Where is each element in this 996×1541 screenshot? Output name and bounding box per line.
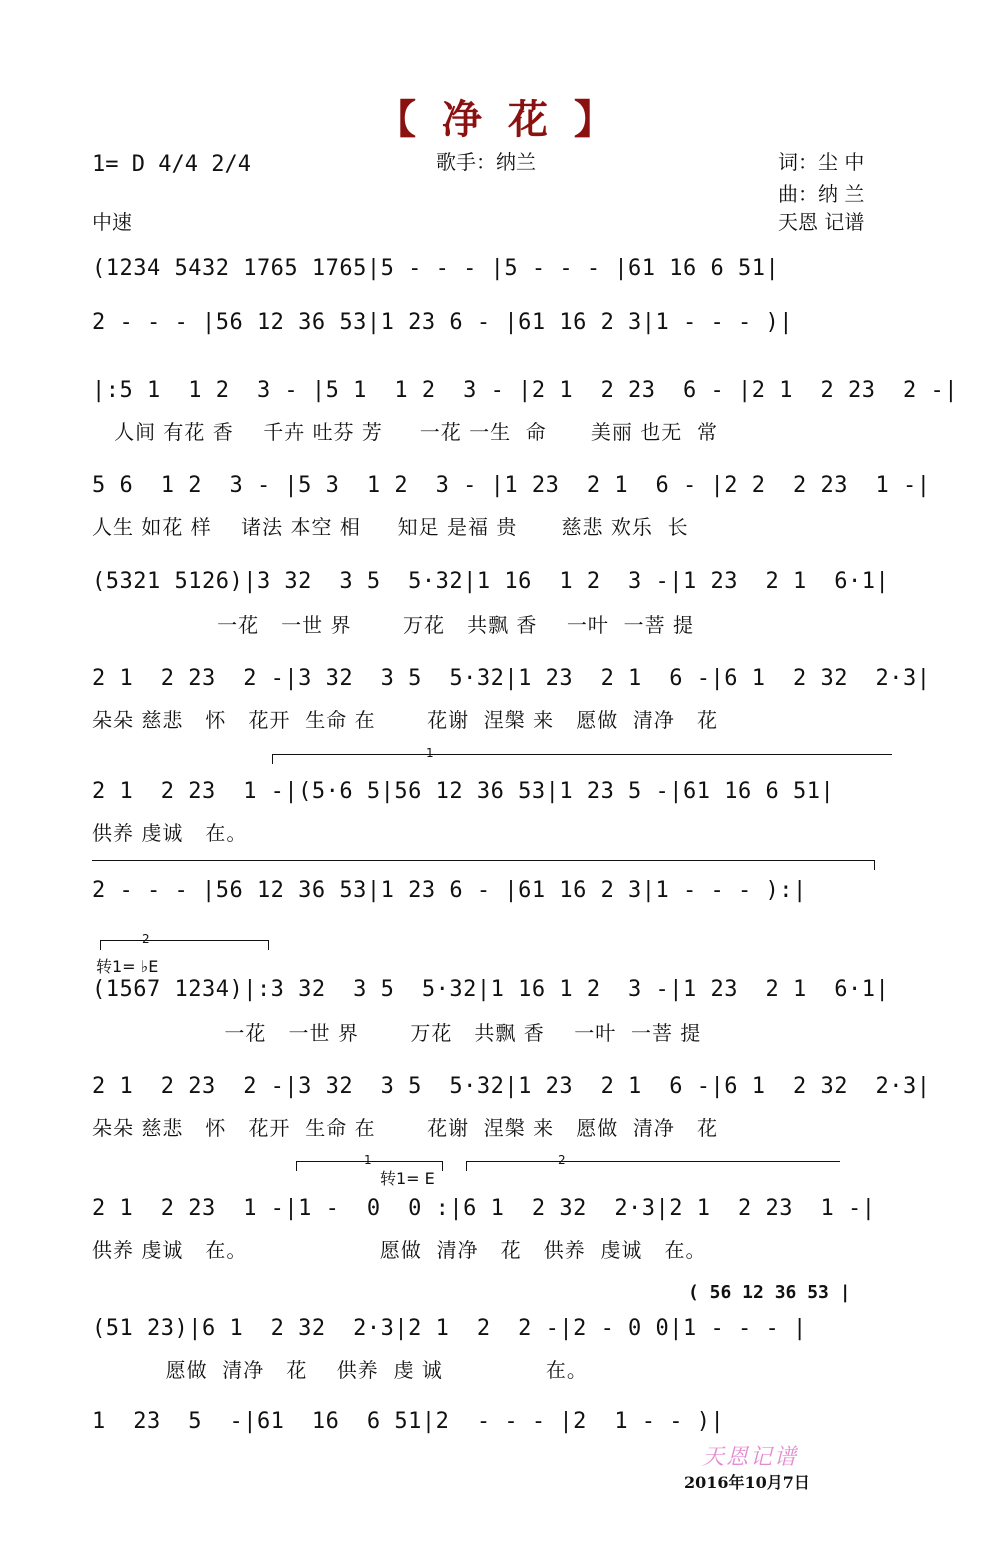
notes-line-12: (51 23)|6 1 2 32 2·3|2 1 2 2 -|2 - 0 0|1 - - - | bbox=[92, 1316, 807, 1341]
notes-line-8: 2 - - - |56 12 36 53|1 23 6 - |61 16 2 3|1 - - - ):| bbox=[92, 878, 807, 903]
notes-line-4: 5 6 1 2 3 - |5 3 1 2 3 - |1 23 2 1 6 - |2 2 2 23 1 -| bbox=[92, 473, 931, 498]
notes-line-6: 2 1 2 23 2 -|3 32 3 5 5·32|1 23 2 1 6 -|6 1 2 32 2·3| bbox=[92, 666, 931, 691]
lyrics-line-5: 一花 一世 界 万花 共飘 香 一叶 一菩 提 bbox=[92, 613, 694, 637]
key-signature: 1= D 4/4 2/4 bbox=[92, 152, 251, 177]
alt-notes-small: ( 56 12 36 53 | bbox=[688, 1282, 851, 1303]
notes-line-5: (5321 5126)|3 32 3 5 5·32|1 16 1 2 3 -|1 23 2 1 6·1| bbox=[92, 569, 890, 594]
notes-line-7: 2 1 2 23 1 -|(5·6 5|56 12 36 53|1 23 5 -|61 16 6 51| bbox=[92, 779, 835, 804]
notes-line-13: 1 23 5 -|61 16 6 51|2 - - - |2 1 - - )| bbox=[92, 1409, 725, 1434]
song-title: 【 净 花 】 bbox=[376, 97, 620, 143]
singer-label: 歌手：纳兰 bbox=[436, 150, 536, 174]
notes-line-2: 2 - - - |56 12 36 53|1 23 6 - |61 16 2 3|1 - - - )| bbox=[92, 310, 794, 335]
modulation-label-1: 转1= ♭E bbox=[96, 957, 159, 976]
lyrics-line-7: 供养 虔诚 在。 bbox=[92, 821, 248, 845]
volta-bracket-1-end bbox=[874, 860, 875, 870]
ending-number-1: 1 bbox=[364, 1153, 372, 1167]
lyrics-line-9: 一花 一世 界 万花 共飘 香 一叶 一菩 提 bbox=[92, 1021, 702, 1045]
composer-label: 曲：纳 兰 bbox=[778, 182, 865, 206]
ending-number-2: 2 bbox=[558, 1153, 566, 1167]
modulation-label-2: 转1= E bbox=[380, 1169, 435, 1188]
lyrics-line-4: 人生 如花 样 诸法 本空 相 知足 是福 贵 慈悲 欢乐 长 bbox=[92, 515, 689, 539]
volta-number-2: 2 bbox=[142, 932, 150, 946]
lyricist-label: 词：尘 中 bbox=[778, 150, 865, 174]
ending-bracket-1-end bbox=[442, 1161, 443, 1171]
notes-line-3: |:5 1 1 2 3 - |5 1 1 2 3 - |2 1 2 23 6 - |2 1 2 23 2 -| bbox=[92, 378, 958, 403]
notes-line-11: 2 1 2 23 1 -|1 - 0 0 :|6 1 2 32 2·3|2 1 2 23 1 -| bbox=[92, 1196, 876, 1221]
ending-bracket-2-tick bbox=[466, 1161, 467, 1171]
volta-bracket-1-tick bbox=[272, 754, 273, 764]
notes-line-1: (1234 5432 1765 1765|5 - - - |5 - - - |61 16 6 51| bbox=[92, 256, 780, 281]
volta-bracket-2-end bbox=[268, 940, 269, 950]
transcriber-stamp: 天恩记谱 bbox=[702, 1445, 799, 1470]
volta-bracket-1 bbox=[272, 754, 892, 755]
lyrics-line-3: 人间 有花 香 千卉 吐芬 芳 一花 一生 命 美丽 也无 常 bbox=[92, 420, 719, 444]
volta-bracket-2-tick bbox=[100, 940, 101, 950]
volta-bracket-1-cont bbox=[92, 860, 874, 861]
ending-bracket-1-tick bbox=[296, 1161, 297, 1171]
date-label: 2016年10月7日 bbox=[684, 1473, 810, 1492]
volta-bracket-2 bbox=[100, 940, 268, 941]
lyrics-line-12: 愿做 清净 花 供养 虔 诚 在。 bbox=[92, 1358, 588, 1382]
lyrics-line-11: 供养 虔诚 在。 愿做 清净 花 供养 虔诚 在。 bbox=[92, 1238, 707, 1262]
tempo-label: 中速 bbox=[92, 210, 132, 234]
notes-line-9: (1567 1234)|:3 32 3 5 5·32|1 16 1 2 3 -|1 23 2 1 6·1| bbox=[92, 977, 890, 1002]
lyrics-line-6: 朵朵 慈悲 怀 花开 生命 在 花谢 涅槃 来 愿做 清净 花 bbox=[92, 708, 719, 732]
lyrics-line-10: 朵朵 慈悲 怀 花开 生命 在 花谢 涅槃 来 愿做 清净 花 bbox=[92, 1116, 719, 1140]
notes-line-10: 2 1 2 23 2 -|3 32 3 5 5·32|1 23 2 1 6 -|6 1 2 32 2·3| bbox=[92, 1074, 931, 1099]
ending-bracket-2 bbox=[466, 1161, 840, 1162]
transcriber-label: 天恩 记谱 bbox=[778, 210, 865, 234]
volta-number-1: 1 bbox=[426, 746, 434, 760]
